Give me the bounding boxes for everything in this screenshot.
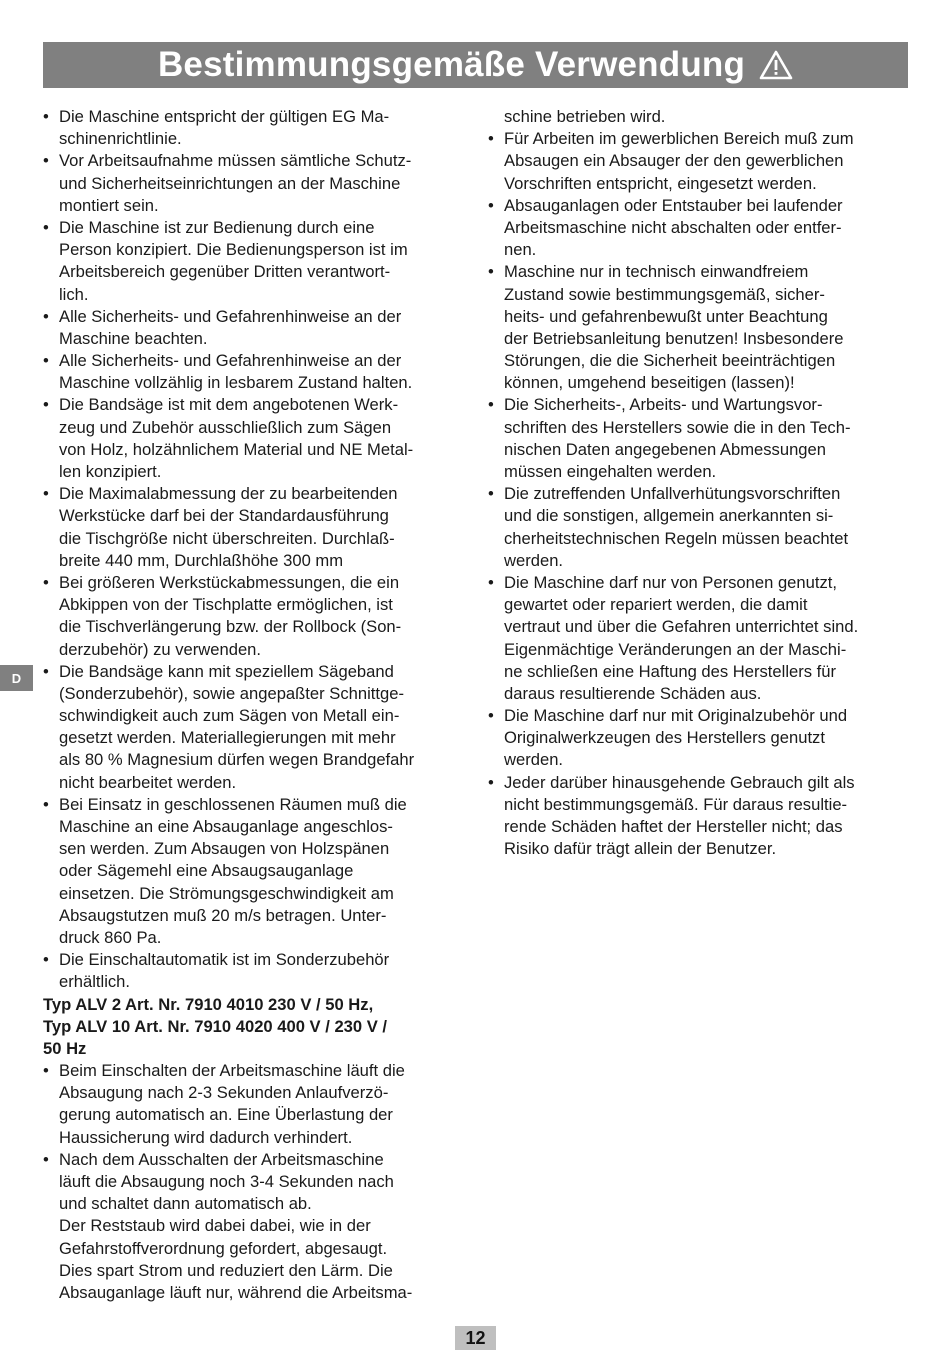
- text-line: Typ ALV 2 Art. Nr. 7910 4010 230 V / 50 Hz,: [43, 994, 374, 1014]
- bullet-item: [43, 572, 468, 661]
- text-line: • Bei größeren Werkstückabmessungen, die ein: [43, 572, 468, 594]
- text-line: • Bei Einsatz in geschlossenen Räumen muß die: [43, 794, 468, 816]
- left-column: [43, 106, 468, 1304]
- language-tab-label: D: [11, 670, 22, 686]
- bullet-item: [43, 1060, 468, 1149]
- page-number: [455, 1326, 496, 1350]
- text-line: • Maschine nur in technisch einwandfreiem: [488, 261, 913, 283]
- right-column: [488, 106, 913, 860]
- text-line: und die sonstigen, allgemein anerkannten si-: [504, 506, 834, 526]
- text-line: ne schließen eine Haftung des Herstellers für: [504, 661, 837, 681]
- bullet-item: [43, 794, 468, 949]
- text-line: und Sicherheitseinrichtungen an der Maschine: [59, 173, 401, 193]
- text-line: cherheitstechnischen Regeln müssen beachtet: [504, 528, 849, 548]
- text-line: werden.: [504, 750, 564, 770]
- text-line: • Nach dem Ausschalten der Arbeitsmaschine: [43, 1149, 468, 1171]
- text-line: • Beim Einschalten der Arbeitsmaschine läuft die: [43, 1060, 468, 1082]
- bullet-item: [43, 661, 468, 794]
- text-line: • Vor Arbeitsaufnahme müssen sämtliche Schutz-: [43, 150, 468, 172]
- bullet-item: [43, 106, 468, 150]
- text-line: • Die zutreffenden Unfallverhütungsvorschriften: [488, 483, 913, 505]
- text-line: Abkippen von der Tischplatte ermöglichen, ist: [59, 595, 393, 615]
- text-line: Absauganlage läuft nur, während die Arbeitsma-: [59, 1282, 413, 1302]
- text-line: derzubehör) zu verwenden.: [59, 639, 262, 659]
- text-line: Dies spart Strom und reduziert den Lärm. Die: [59, 1260, 393, 1280]
- text-line: vertraut und über die Gefahren unterrichtet sind.: [504, 617, 859, 637]
- text-line: erhältlich.: [59, 972, 131, 992]
- text-line: Risiko dafür trägt allein der Benutzer.: [504, 839, 777, 859]
- text-line: • Die Sicherheits-, Arbeits- und Wartungsvor-: [488, 394, 913, 416]
- text-line: sen werden. Zum Absaugen von Holzspänen: [59, 839, 390, 859]
- text-line: lich.: [59, 284, 89, 304]
- text-line: • Die Maschine ist zur Bedienung durch eine: [43, 217, 468, 239]
- text-line: die Tischgröße nicht überschreiten. Durchlaß-: [59, 528, 395, 548]
- text-line: • Alle Sicherheits- und Gefahrenhinweise an der: [43, 350, 468, 372]
- bullet-item: [43, 949, 468, 993]
- paragraph: [43, 1215, 468, 1304]
- bullet-item: [43, 394, 468, 483]
- text-line: • Für Arbeiten im gewerblichen Bereich muß zum: [488, 128, 913, 150]
- text-line: Person konzipiert. Die Bedienungsperson ist im: [59, 240, 408, 260]
- text-line: • Die Maschine darf nur von Personen genutzt,: [488, 572, 913, 594]
- text-line: • Die Maschine entspricht der gültigen EG Ma-: [43, 106, 468, 128]
- text-line: gesetzt werden. Materiallegierungen mit mehr: [59, 728, 396, 748]
- text-line: • Absauganlagen oder Entstauber bei laufender: [488, 195, 913, 217]
- text-line: Absaugen ein Absauger der den gewerblichen: [504, 151, 844, 171]
- bullet-item: [43, 306, 468, 350]
- text-line: Werkstücke darf bei der Standardausführung: [59, 506, 389, 526]
- text-line: Typ ALV 10 Art. Nr. 7910 4020 400 V / 230 V /: [43, 1016, 388, 1036]
- text-line: Absaugung nach 2-3 Sekunden Anlaufverzö-: [59, 1083, 389, 1103]
- text-line: gerung automatisch an. Eine Überlastung der: [59, 1105, 393, 1125]
- text-line: nen.: [504, 240, 537, 260]
- text-line: (Sonderzubehör), sowie angepaßter Schnittge-: [59, 683, 404, 703]
- section-header: [43, 42, 908, 88]
- text-line: • Die Bandsäge ist mit dem angebotenen Werk-: [43, 394, 468, 416]
- text-line: zeug und Zubehör ausschließlich zum Sägen: [59, 417, 392, 437]
- text-line: müssen eingehalten werden.: [504, 462, 717, 481]
- text-line: Zustand sowie bestimmungsgemäß, sicher-: [504, 284, 825, 304]
- text-line: Haussicherung wird dadurch verhindert.: [59, 1127, 353, 1147]
- bullet-item: [488, 772, 913, 861]
- text-line: Störungen, die die Sicherheit beeinträchtigen: [504, 351, 836, 371]
- text-line: von Holz, holzähnlichem Material und NE Metal-: [59, 439, 414, 459]
- text-line: und schaltet dann automatisch ab.: [59, 1194, 312, 1214]
- bullet-item: [488, 261, 913, 394]
- bullet-item: [43, 217, 468, 306]
- text-line: schine betrieben wird.: [504, 107, 666, 126]
- bullet-item: [43, 150, 468, 217]
- text-line: nicht bearbeitet werden.: [59, 772, 237, 792]
- text-line: • Die Maximalabmessung der zu bearbeitenden: [43, 483, 468, 505]
- bullet-item: [488, 483, 913, 572]
- text-line: die Tischverlängerung bzw. der Rollbock (Son-: [59, 617, 402, 637]
- text-line: läuft die Absaugung noch 3-4 Sekunden nach: [59, 1172, 394, 1191]
- bullet-item: [488, 128, 913, 195]
- bullet-item: [43, 483, 468, 572]
- text-line: Arbeitsmaschine nicht abschalten oder entfer-: [504, 217, 842, 237]
- text-line: • Die Bandsäge kann mit speziellem Sägeband: [43, 661, 468, 683]
- bullet-item: [43, 1149, 468, 1216]
- bullet-item: [488, 394, 913, 483]
- text-line: Gefahrstoffverordnung gefordert, abgesaugt.: [59, 1238, 388, 1258]
- text-line: daraus resultierende Schäden aus.: [504, 683, 762, 703]
- text-line: als 80 % Magnesium dürfen wegen Brandgefahr: [59, 750, 415, 770]
- page-title: Bestimmungsgemäße Verwendung: [157, 45, 746, 84]
- bullet-item: [43, 350, 468, 394]
- type-spec-block: [43, 994, 468, 1061]
- text-line: Arbeitsbereich gegenüber Dritten verantwort-: [59, 262, 391, 282]
- text-line: Eigenmächtige Veränderungen an der Maschi-: [504, 639, 847, 659]
- text-line: schwindigkeit auch zum Sägen von Metall ein-: [59, 706, 400, 726]
- bullet-item: [488, 195, 913, 262]
- text-line: werden.: [504, 550, 564, 570]
- text-line: Maschine an eine Absauganlage angeschlos-: [59, 817, 393, 836]
- text-line: schriften des Herstellers sowie die in den Tech-: [504, 417, 851, 437]
- text-line: rende Schäden haftet der Hersteller nicht; das: [504, 817, 843, 836]
- bullet-item: [488, 572, 913, 705]
- text-line: montiert sein.: [59, 195, 159, 215]
- text-line: breite 440 mm, Durchlaßhöhe 300 mm: [59, 550, 344, 570]
- text-line: der Betriebsanleitung benutzen! Insbesondere: [504, 328, 844, 348]
- text-line: • Die Maschine darf nur mit Originalzubehör und: [488, 705, 913, 727]
- text-line: druck 860 Pa.: [59, 927, 162, 947]
- text-line: nischen Daten angegebenen Abmessungen: [504, 439, 826, 459]
- text-line: len konzipiert.: [59, 462, 162, 481]
- text-line: Vorschriften entspricht, eingesetzt werden.: [504, 173, 817, 193]
- language-tab: [0, 665, 33, 691]
- text-line: können, umgehend beseitigen (lassen)!: [504, 373, 795, 393]
- text-line: Maschine vollzählig in lesbarem Zustand halten.: [59, 373, 413, 393]
- text-line: Originalwerkzeugen des Herstellers genutzt: [504, 728, 825, 748]
- text-line: heits- und gefahrenbewußt unter Beachtung: [504, 306, 828, 326]
- text-line: • Jeder darüber hinausgehende Gebrauch gilt als: [488, 772, 913, 794]
- text-line: schinenrichtlinie.: [59, 129, 182, 149]
- text-line: oder Sägemehl eine Absaugsauganlage: [59, 861, 354, 881]
- text-line: einsetzen. Die Strömungsgeschwindigkeit am: [59, 883, 394, 903]
- page-number-label: 12: [465, 1327, 486, 1348]
- text-line: nicht bestimmungsgemäß. Für daraus resultie-: [504, 794, 848, 814]
- text-line: • Alle Sicherheits- und Gefahrenhinweise an der: [43, 306, 468, 328]
- bullet-item: [488, 705, 913, 772]
- text-line: Maschine beachten.: [59, 328, 208, 348]
- text-line: 50 Hz: [43, 1038, 87, 1058]
- text-line: Absaugstutzen muß 20 m/s betragen. Unter-: [59, 905, 387, 925]
- text-line: • Die Einschaltautomatik ist im Sonderzubehör: [43, 949, 468, 971]
- text-line: Der Reststaub wird dabei dabei, wie in der: [59, 1216, 371, 1236]
- paragraph: [488, 106, 913, 128]
- warning-triangle-icon: [759, 50, 793, 80]
- text-line: gewartet oder repariert werden, die damit: [504, 595, 808, 615]
